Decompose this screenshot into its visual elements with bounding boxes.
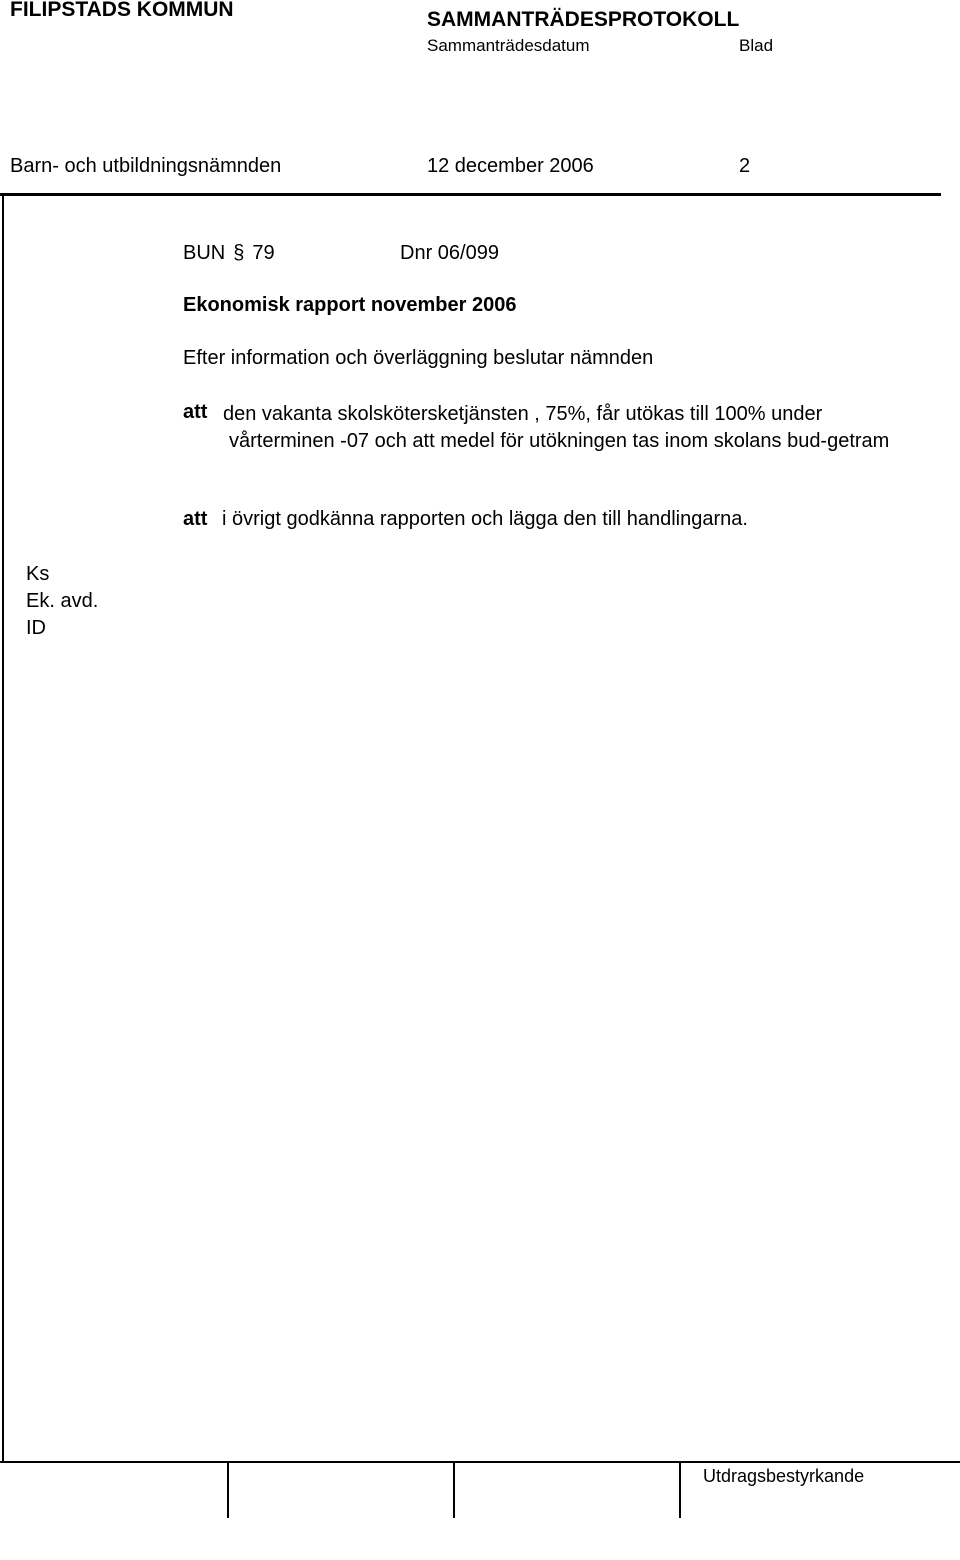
meeting-date: 12 december 2006	[427, 155, 594, 177]
page-number: 2	[739, 155, 751, 177]
registration-number: Dnr 06/099	[400, 242, 499, 264]
decision-keyword: att	[183, 508, 208, 530]
decision-keyword: att	[183, 401, 208, 423]
distribution-item: Ks	[26, 563, 50, 585]
document-title: SAMMANTRÄDESPROTOKOLL	[427, 8, 740, 31]
case-number-value: 79	[252, 242, 275, 264]
distribution-item: ID	[26, 617, 46, 639]
decision-text: i övrigt godkänna rapporten och lägga den till handlingarna.	[222, 508, 748, 530]
header-rule	[0, 193, 941, 196]
page-label: Blad	[739, 36, 774, 55]
certification-label: Utdragsbestyrkande	[703, 1466, 865, 1486]
signature-cell-divider	[679, 1463, 681, 1518]
footer-rule	[0, 1461, 960, 1463]
case-prefix: BUN	[183, 242, 226, 264]
organization-name: FILIPSTADS KOMMUN	[10, 0, 234, 21]
signature-cell-divider	[453, 1463, 455, 1518]
signature-cell-divider	[227, 1463, 229, 1518]
distribution-list	[26, 561, 98, 642]
case-number	[183, 242, 275, 265]
section-symbol: §	[233, 242, 245, 264]
distribution-item: Ek. avd.	[26, 590, 99, 612]
item-heading: Ekonomisk rapport november 2006	[183, 294, 517, 316]
margin-rule	[2, 193, 4, 1463]
decision-text: den vakanta skolskötersketjänsten , 75%, får utökas till 100% under vårterminen -07 och att medel för utökningen tas inom skolans bud-getram	[223, 403, 890, 452]
decision-intro: Efter information och överläggning beslutar nämnden	[183, 347, 654, 369]
committee-name: Barn- och utbildningsnämnden	[10, 155, 282, 177]
meeting-date-label: Sammanträdesdatum	[427, 36, 590, 55]
